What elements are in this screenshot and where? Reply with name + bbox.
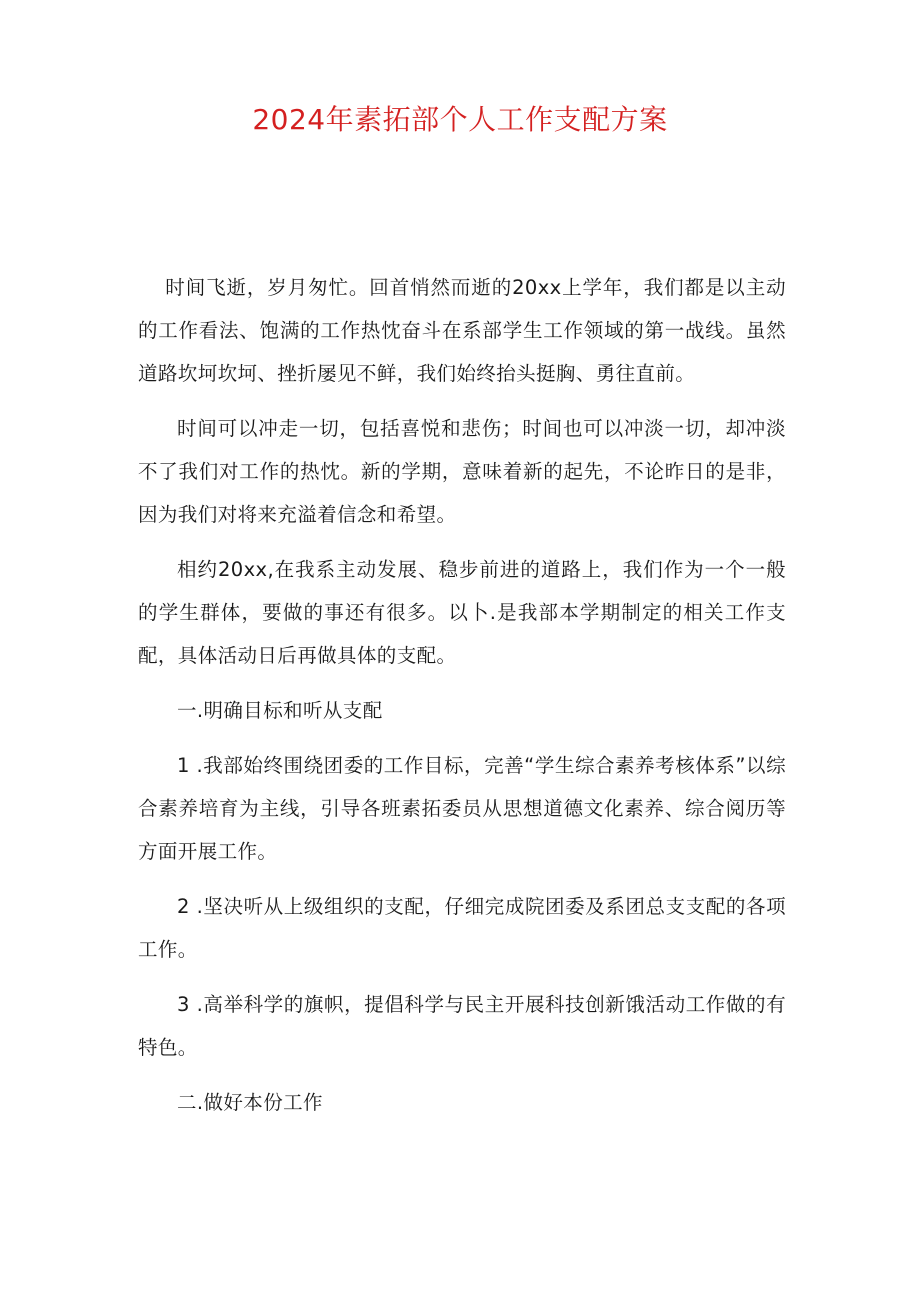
list-item: 3 .高举科学的旗帜，提倡科学与民主开展科技创新饿活动工作做的有特色。 [138, 993, 786, 1059]
paragraph: 相约20xx,在我系主动发展、稳步前进的道路上，我们作为一个一般的学生群体，要做的事还有很多。以卜.是我部本学期制定的相关工作支配，具体活动日后再做具体的支配。 [138, 558, 786, 667]
list-item: 1 .我部始终围绕团委的工作目标，完善“学生综合素养考核体系”以综合素养培育为主线，引导各班素拓委员从思想道德文化素养、综合阅历等方面开展工作。 [138, 754, 786, 863]
document-title: 2024年素拓部个人工作支配方案 [252, 103, 668, 136]
section-heading: 一.明确目标和听从支配 [177, 699, 383, 722]
section-heading: 二.做好本份工作 [177, 1091, 323, 1114]
list-item: 2 .坚决听从上级组织的支配，仔细完成院团委及系团总支支配的各项工作。 [138, 895, 786, 961]
paragraph: 时间可以冲走一切，包括喜悦和悲伤；时间也可以冲淡一切，却冲淡不了我们对工作的热忱。新的学期，意味着新的起先，不论昨日的是非，因为我们对将来充溢着信念和希望。 [138, 417, 786, 526]
document-body [138, 266, 786, 1136]
intro-paragraph: 时间飞逝，岁月匆忙。回首悄然而逝的20xx上学年，我们都是以主动的工作看法、饱满的工作热忱奋斗在系部学生工作领域的第一战线。虽然道路坎坷坎坷、挫折屡见不鲜，我们始终抬头挺胸、勇往直前。 [138, 276, 786, 385]
